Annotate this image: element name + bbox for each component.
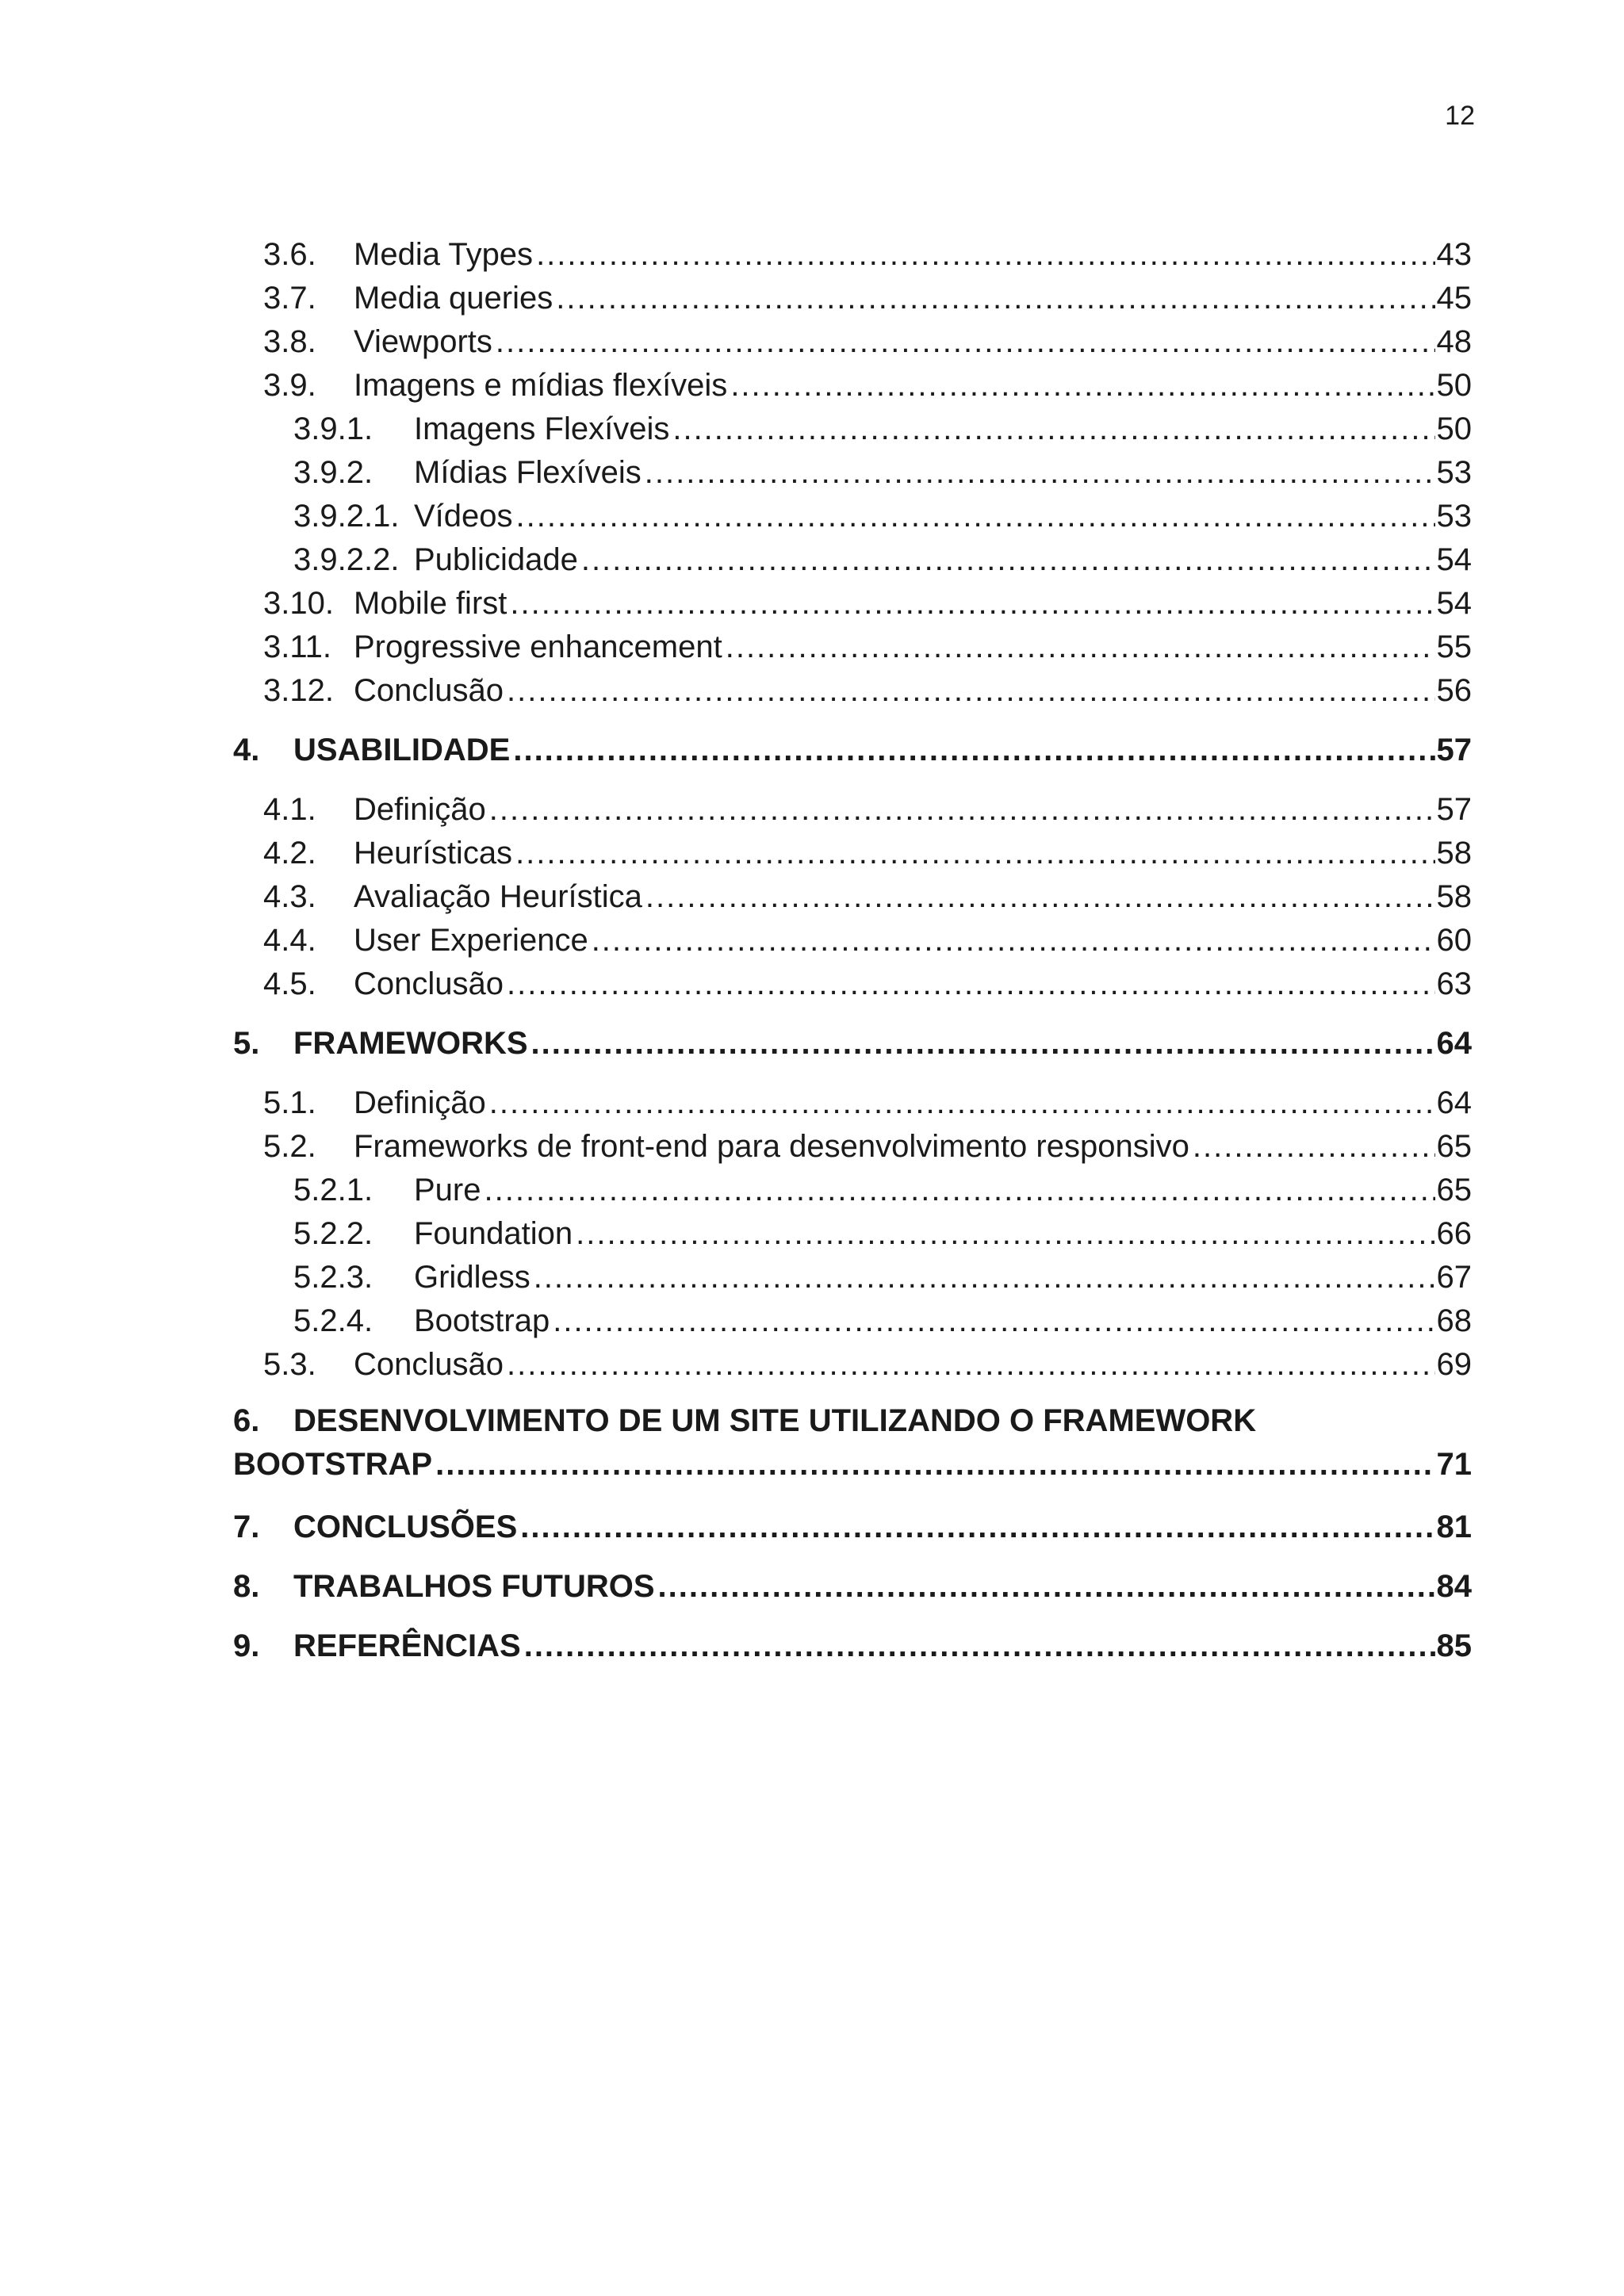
toc-entry-title: Gridless <box>414 1260 530 1295</box>
toc-entry-page: 60 <box>1436 923 1472 958</box>
toc-entry-title: Mobile first <box>354 586 508 621</box>
toc-entry[interactable] <box>233 404 1472 448</box>
toc-dot-leader <box>534 1258 1435 1296</box>
toc-entry-title-continued: BOOTSTRAP <box>233 1447 433 1482</box>
toc-entry-page: 63 <box>1436 966 1472 1001</box>
toc-entry-page: 71 <box>1436 1447 1472 1482</box>
toc-entry-number: 3.9. <box>263 368 316 403</box>
toc-entry-page: 58 <box>1436 879 1472 914</box>
toc-entry-number: 4.1. <box>263 792 316 827</box>
toc-entry[interactable] <box>233 492 1472 535</box>
toc-entry-page: 54 <box>1436 542 1472 577</box>
toc-dot-leader <box>513 731 1434 769</box>
toc-entry-title: Progressive enhancement <box>354 629 722 664</box>
toc-dot-leader <box>726 628 1435 666</box>
toc-entry[interactable] <box>233 361 1472 404</box>
toc-entry-title: Definição <box>354 792 486 827</box>
toc-dot-leader <box>507 965 1434 1003</box>
toc-entry[interactable] <box>233 725 1472 769</box>
toc-entry-title: Imagens Flexíveis <box>414 411 670 446</box>
toc-entry-title: Frameworks de front-end para desenvolvimento responsivo <box>354 1129 1189 1164</box>
toc-entry-number: 3.7. <box>263 281 316 316</box>
toc-dot-leader <box>730 366 1434 404</box>
toc-entry-number: 3.8. <box>263 324 316 359</box>
toc-entry-page: 67 <box>1436 1260 1472 1295</box>
toc-entry[interactable] <box>233 1078 1472 1122</box>
toc-entry-number: 5.2. <box>263 1129 316 1164</box>
toc-entry[interactable] <box>233 872 1472 916</box>
toc-entry-number: 5. <box>233 1026 260 1061</box>
toc-entry-title: Media Types <box>354 237 534 272</box>
toc-entry-title: Media queries <box>354 281 553 316</box>
toc-entry-number: 4.2. <box>263 836 316 871</box>
toc-entry-title: Bootstrap <box>414 1303 550 1338</box>
toc-entry-number: 8. <box>233 1569 260 1604</box>
toc-entry-page: 64 <box>1436 1085 1472 1120</box>
toc-entry[interactable] <box>233 1253 1472 1296</box>
toc-entry[interactable] <box>233 317 1472 361</box>
toc-entry-title: Imagens e mídias flexíveis <box>354 368 728 403</box>
toc-entry[interactable] <box>233 535 1472 579</box>
toc-entry-page: 53 <box>1436 455 1472 490</box>
toc-entry-page: 66 <box>1436 1216 1472 1251</box>
toc-entry-title: User Experience <box>354 923 588 958</box>
toc-entry-page: 65 <box>1436 1173 1472 1207</box>
toc-dot-leader <box>510 584 1434 622</box>
toc-dot-leader <box>556 279 1434 317</box>
toc-entry-title: Conclusão <box>354 673 504 708</box>
toc-dot-leader <box>515 834 1434 872</box>
toc-entry-page: 85 <box>1436 1628 1472 1663</box>
toc-entry-number: 3.9.2.1. <box>293 499 400 534</box>
toc-entry-page: 65 <box>1436 1129 1472 1164</box>
toc-dot-leader <box>576 1215 1434 1253</box>
toc-entry[interactable] <box>233 916 1472 959</box>
toc-dot-leader <box>592 921 1435 959</box>
toc-entry-page: 58 <box>1436 836 1472 871</box>
toc-entry-title: Pure <box>414 1173 481 1207</box>
toc-entry-number: 5.3. <box>263 1347 316 1382</box>
toc-entry[interactable] <box>233 666 1472 710</box>
page-number: 12 <box>1445 101 1475 131</box>
toc-entry-number: 3.11. <box>263 629 331 664</box>
toc-dot-leader <box>507 672 1434 710</box>
toc-entry-page: 68 <box>1436 1303 1472 1338</box>
toc-entry[interactable] <box>233 1621 1472 1665</box>
toc-entry-page: 84 <box>1436 1569 1472 1604</box>
toc-dot-leader <box>672 410 1434 448</box>
toc-entry-number: 4. <box>233 733 260 767</box>
toc-entry-page: 48 <box>1436 324 1472 359</box>
toc-entry-title: Publicidade <box>414 542 578 577</box>
toc-dot-leader <box>581 541 1435 579</box>
toc-dot-leader <box>489 1084 1435 1122</box>
toc-entry-title: Mídias Flexíveis <box>414 455 642 490</box>
toc-entry-page: 45 <box>1436 281 1472 316</box>
toc-entry-number: 3.12. <box>263 673 334 708</box>
toc-entry-title: Conclusão <box>354 1347 504 1382</box>
toc-entry-page: 64 <box>1436 1026 1472 1061</box>
toc-entry[interactable] <box>233 622 1472 666</box>
toc-entry-page: 54 <box>1436 586 1472 621</box>
toc-entry[interactable] <box>233 828 1472 872</box>
toc-entry-title: Definição <box>354 1085 486 1120</box>
toc-entry-number: 3.9.2.2. <box>293 542 400 577</box>
toc-dot-leader <box>645 453 1435 492</box>
toc-entry-line <box>233 1443 1472 1487</box>
toc-entry-title: TRABALHOS FUTUROS <box>293 1569 655 1604</box>
toc-dot-leader <box>435 1443 1434 1487</box>
toc-dot-leader <box>524 1627 1435 1665</box>
toc-entry-title: Heurísticas <box>354 836 513 871</box>
toc-entry-number: 3.9.2. <box>293 455 373 490</box>
toc-entry-number: 3.6. <box>263 237 316 272</box>
toc-entry-page: 81 <box>1436 1510 1472 1544</box>
toc-entry-number: 5.2.2. <box>293 1216 373 1251</box>
toc-entry[interactable] <box>233 1399 1472 1487</box>
toc-entry-title: DESENVOLVIMENTO DE UM SITE UTILIZANDO O FRAMEWORK <box>293 1403 1257 1438</box>
toc-dot-leader <box>489 790 1435 828</box>
toc-entry[interactable] <box>233 1122 1472 1165</box>
toc-dot-leader <box>520 1508 1434 1546</box>
toc-entry-number: 5.2.3. <box>293 1260 373 1295</box>
toc-entry-title: REFERÊNCIAS <box>293 1628 521 1663</box>
toc-entry-title: CONCLUSÕES <box>293 1510 518 1544</box>
toc-entry[interactable] <box>233 579 1472 622</box>
toc-entry-page: 57 <box>1436 792 1472 827</box>
toc-entry-number: 3.9.1. <box>293 411 373 446</box>
toc-entry-page: 53 <box>1436 499 1472 534</box>
toc-entry-number: 4.3. <box>263 879 316 914</box>
toc-entry-title: Conclusão <box>354 966 504 1001</box>
toc-entry-number: 5.2.4. <box>293 1303 373 1338</box>
toc-entry-page: 50 <box>1436 368 1472 403</box>
toc-dot-leader <box>553 1302 1434 1340</box>
toc-entry-page: 50 <box>1436 411 1472 446</box>
toc-entry-number: 6. <box>233 1403 260 1438</box>
toc-entry[interactable] <box>233 230 1472 274</box>
toc-entry[interactable] <box>233 1019 1472 1062</box>
toc-entry[interactable] <box>233 1296 1472 1340</box>
toc-entry[interactable] <box>233 448 1472 492</box>
toc-entry[interactable] <box>233 274 1472 317</box>
toc-entry-line <box>233 1399 1472 1443</box>
toc-entry-title: Foundation <box>414 1216 573 1251</box>
toc-dot-leader <box>531 1024 1435 1062</box>
toc-dot-leader <box>658 1567 1435 1605</box>
toc-dot-leader <box>496 323 1435 361</box>
toc-dot-leader <box>485 1171 1435 1209</box>
toc-entry-page: 55 <box>1436 629 1472 664</box>
toc-entry[interactable] <box>233 1502 1472 1546</box>
toc-entry-number: 5.1. <box>263 1085 316 1120</box>
toc-dot-leader <box>1193 1127 1435 1165</box>
toc-entry[interactable] <box>233 1340 1472 1383</box>
toc-entry-number: 5.2.1. <box>293 1173 373 1207</box>
toc-dot-leader <box>507 1345 1434 1383</box>
toc-entry[interactable] <box>233 1209 1472 1253</box>
toc-entry-title: Viewports <box>354 324 492 359</box>
table-of-contents <box>233 230 1472 1681</box>
toc-entry-number: 4.4. <box>263 923 316 958</box>
toc-entry[interactable] <box>233 1165 1472 1209</box>
toc-entry-title: Vídeos <box>414 499 513 534</box>
toc-entry-title: USABILIDADE <box>293 733 511 767</box>
toc-entry[interactable] <box>233 1562 1472 1605</box>
toc-entry[interactable] <box>233 959 1472 1003</box>
toc-entry-page: 69 <box>1436 1347 1472 1382</box>
toc-entry-number: 3.10. <box>263 586 334 621</box>
toc-dot-leader <box>645 878 1435 916</box>
toc-entry-number: 7. <box>233 1510 260 1544</box>
toc-entry-title: FRAMEWORKS <box>293 1026 528 1061</box>
toc-entry[interactable] <box>233 785 1472 828</box>
toc-entry-number: 4.5. <box>263 966 316 1001</box>
toc-entry-page: 57 <box>1436 733 1472 767</box>
toc-entry-page: 43 <box>1436 237 1472 272</box>
toc-entry-number: 9. <box>233 1628 260 1663</box>
toc-entry-title: Avaliação Heurística <box>354 879 642 914</box>
toc-dot-leader <box>536 235 1434 274</box>
toc-dot-leader <box>516 497 1435 535</box>
toc-entry-page: 56 <box>1436 673 1472 708</box>
